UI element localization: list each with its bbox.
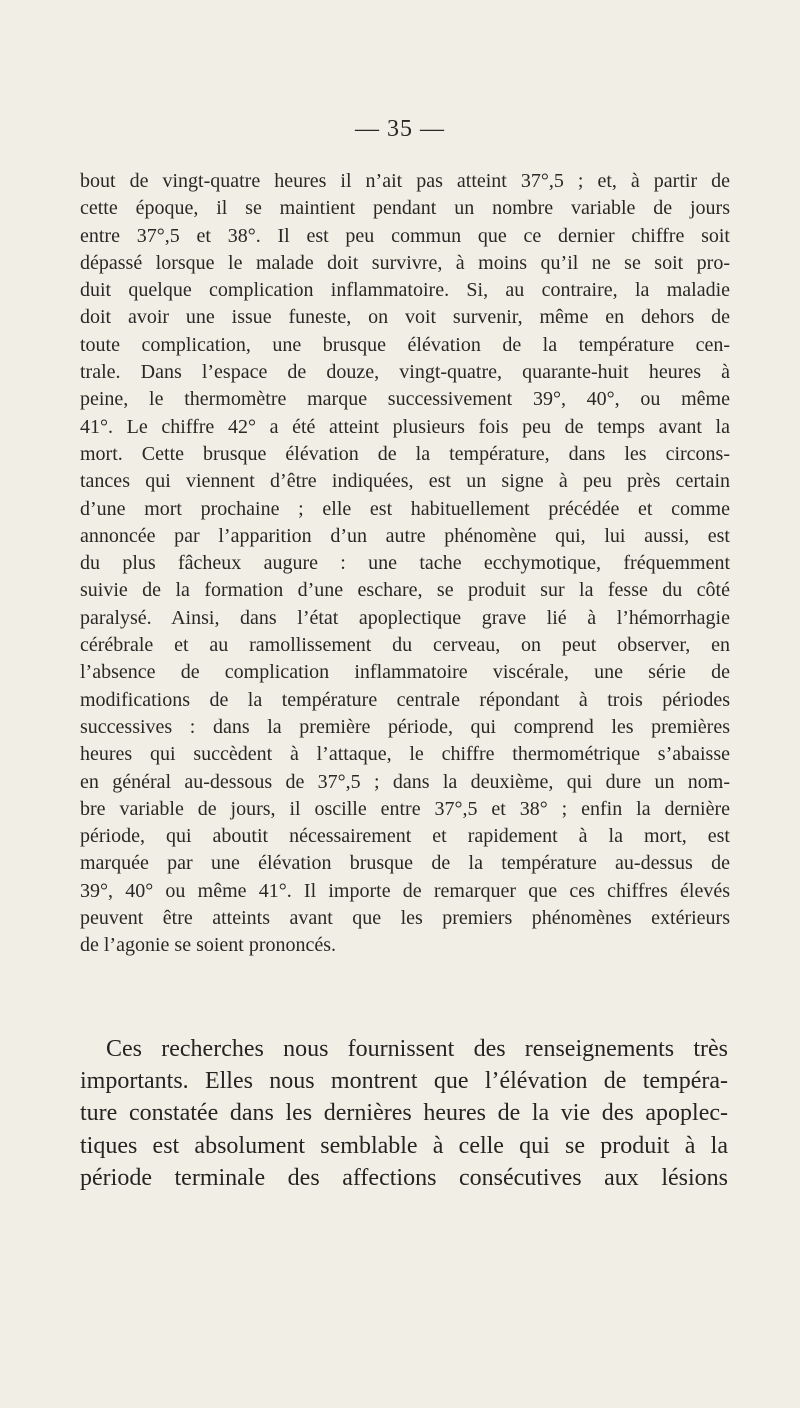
text-line: marquée par une élévation brusque de la température au-dessus de (80, 852, 730, 875)
text-line: du plus fâcheux augure : une tache ecchymotique, fréquemment (80, 552, 730, 575)
text-line: trale. Dans l’espace de douze, vingt-quatre, quarante-huit heures à (80, 361, 730, 384)
text-line: entre 37°,5 et 38°. Il est peu commun que ce dernier chiffre soit (80, 224, 730, 247)
text-line: 39°, 40° ou même 41°. Il importe de remarquer que ces chiffres élevés (80, 879, 730, 902)
text-line: période, qui aboutit nécessairement et rapidement à la mort, est (80, 825, 730, 848)
text-line: suivie de la formation d’une eschare, se produit sur la fesse du côté (80, 579, 730, 602)
text-line: d’une mort prochaine ; elle est habituellement précédée et comme (80, 497, 730, 520)
text-line: période terminale des affections consécutives aux lésions (80, 1164, 728, 1191)
paragraph-1 (80, 168, 730, 960)
text-line: toute complication, une brusque élévation de la température cen- (80, 333, 730, 356)
text-line: bre variable de jours, il oscille entre 37°,5 et 38° ; enfin la dernière (80, 797, 730, 820)
text-line: paralysé. Ainsi, dans l’état apoplectique grave lié à l’hémorrhagie (80, 606, 730, 629)
text-line: cérébrale et au ramollissement du cerveau, on peut observer, en (80, 634, 730, 657)
text-line: tiques est absolument semblable à celle qui se produit à la (80, 1132, 728, 1159)
text-line: peuvent être atteints avant que les premiers phénomènes extérieurs (80, 907, 730, 930)
text-line: successives : dans la première période, qui comprend les premières (80, 715, 730, 738)
text-line: doit avoir une issue funeste, on voit survenir, même en dehors de (80, 306, 730, 329)
text-line: de l’agonie se soient prononcés. (80, 934, 337, 957)
text-line: en général au-dessous de 37°,5 ; dans la deuxième, qui dure un nom- (80, 770, 730, 793)
text-line: ture constatée dans les dernières heures de la vie des apoplec- (80, 1100, 728, 1127)
text-line: modifications de la température centrale répondant à trois périodes (80, 688, 730, 711)
text-line: tances qui viennent d’être indiquées, est un signe à peu près certain (80, 470, 730, 493)
paragraph-2 (80, 1033, 728, 1194)
page-number: — 35 — (355, 116, 445, 142)
text-line: Ces recherches nous fournissent des renseignements très (106, 1036, 728, 1062)
text-line: peine, le thermomètre marque successivement 39°, 40°, ou même (80, 388, 730, 411)
text-line: duit quelque complication inflammatoire. Si, au contraire, la maladie (80, 279, 730, 302)
text-line: mort. Cette brusque élévation de la température, dans les circons- (80, 442, 730, 465)
text-line: cette époque, il se maintient pendant un nombre variable de jours (80, 197, 730, 220)
text-line: heures qui succèdent à l’attaque, le chiffre thermométrique s’abaisse (80, 743, 730, 766)
text-line: annoncée par l’apparition d’un autre phénomène qui, lui aussi, est (80, 524, 730, 547)
text-line: 41°. Le chiffre 42° a été atteint plusieurs fois peu de temps avant la (80, 415, 730, 438)
text-line: l’absence de complication inflammatoire viscérale, une série de (80, 661, 730, 684)
text-line: bout de vingt-quatre heures il n’ait pas atteint 37°,5 ; et, à partir de (80, 170, 730, 192)
text-line: importants. Elles nous montrent que l’élévation de tempéra- (80, 1068, 728, 1095)
text-line: dépassé lorsque le malade doit survivre, à moins qu’il ne se soit pro- (80, 251, 730, 274)
